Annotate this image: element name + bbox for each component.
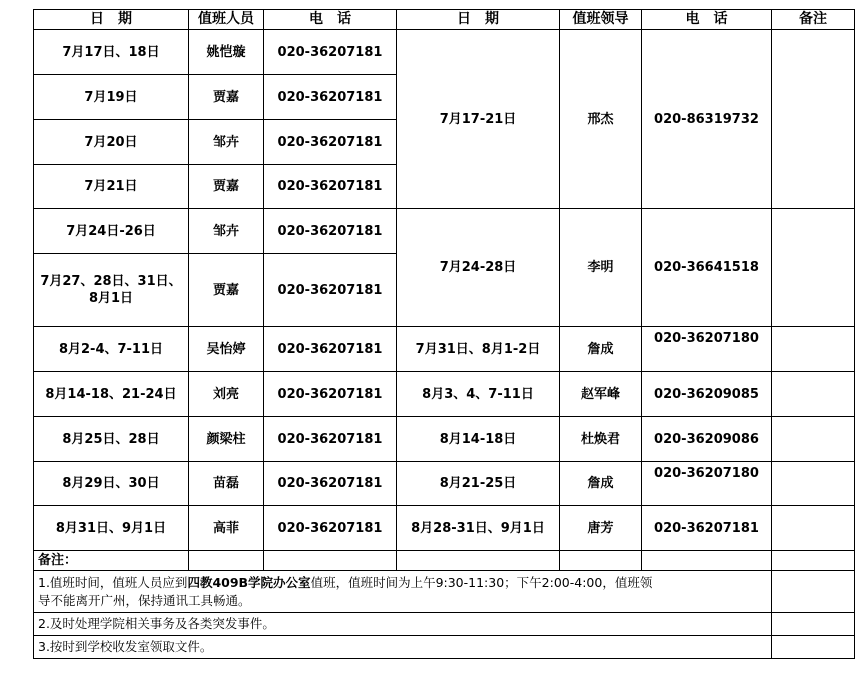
table-row	[34, 372, 855, 417]
leader-date: 8月3、4、7-11日	[397, 372, 560, 417]
leader-name: 邢杰	[560, 30, 642, 209]
empty-cell	[560, 551, 642, 571]
staff-date: 7月21日	[34, 165, 189, 209]
table-row	[34, 417, 855, 462]
leader-date: 8月14-18日	[397, 417, 560, 462]
leader-name: 杜焕君	[560, 417, 642, 462]
notes-heading: 备注：	[34, 551, 189, 571]
empty-cell	[189, 551, 264, 571]
staff-phone: 020-36207181	[264, 30, 397, 75]
staff-phone: 020-36207181	[264, 120, 397, 165]
staff-phone: 020-36207181	[264, 372, 397, 417]
staff-name: 邹卉	[189, 209, 264, 254]
empty-cell	[264, 551, 397, 571]
staff-date-line-2: 8月1日	[88, 291, 134, 306]
leader-name: 唐芳	[560, 506, 642, 551]
table-row	[34, 30, 855, 75]
note-item-1-part-c: 导不能离开广州，保持通讯工具畅通。	[38, 592, 251, 608]
staff-date	[34, 254, 189, 327]
staff-name: 刘亮	[189, 372, 264, 417]
leader-name: 詹成	[560, 462, 642, 506]
note-row	[34, 571, 855, 613]
staff-name: 贾嘉	[189, 165, 264, 209]
leader-name: 李明	[560, 209, 642, 327]
staff-name: 吴怡婷	[189, 327, 264, 372]
leader-phone: 020-36207181	[642, 506, 772, 551]
staff-name: 贾嘉	[189, 75, 264, 120]
staff-phone: 020-36207181	[264, 506, 397, 551]
staff-date: 7月24日-26日	[34, 209, 189, 254]
empty-cell	[772, 571, 855, 613]
staff-date: 8月25日、28日	[34, 417, 189, 462]
leader-date: 8月21-25日	[397, 462, 560, 506]
remarks-cell	[772, 209, 855, 327]
staff-phone: 020-36207181	[264, 165, 397, 209]
leader-phone: 020-36207180	[642, 327, 772, 372]
leader-date: 7月31日、8月1-2日	[397, 327, 560, 372]
staff-date: 7月20日	[34, 120, 189, 165]
header-remarks: 备注	[772, 10, 855, 30]
leader-name: 赵军峰	[560, 372, 642, 417]
table-row	[34, 327, 855, 372]
table-row	[34, 209, 855, 254]
note-item-2: 2.及时处理学院相关事务及各类突发事件。	[34, 613, 772, 636]
staff-phone: 020-36207181	[264, 254, 397, 327]
leader-phone: 020-36207180	[642, 462, 772, 506]
note-item-3: 3.按时到学校收发室领取文件。	[34, 636, 772, 659]
note-item-1	[34, 571, 772, 613]
header-row	[34, 10, 855, 30]
staff-date: 8月31日、9月1日	[34, 506, 189, 551]
staff-phone: 020-36207181	[264, 75, 397, 120]
leader-phone: 020-36209085	[642, 372, 772, 417]
empty-cell	[397, 551, 560, 571]
leader-phone: 020-36209086	[642, 417, 772, 462]
note-row	[34, 636, 855, 659]
staff-phone: 020-36207181	[264, 209, 397, 254]
staff-phone: 020-36207181	[264, 417, 397, 462]
staff-name: 颜梁柱	[189, 417, 264, 462]
empty-cell	[642, 551, 772, 571]
table-row	[34, 462, 855, 506]
header-phone-2: 电 话	[642, 10, 772, 30]
note-item-1-part-a: 1.值班时间，值班人员应到	[38, 574, 188, 590]
remarks-cell	[772, 417, 855, 462]
leader-phone: 020-86319732	[642, 30, 772, 209]
staff-date: 8月2-4、7-11日	[34, 327, 189, 372]
leader-date: 7月17-21日	[397, 30, 560, 209]
staff-name: 苗磊	[189, 462, 264, 506]
leader-date: 7月24-28日	[397, 209, 560, 327]
staff-date: 7月17日、18日	[34, 30, 189, 75]
leader-name: 詹成	[560, 327, 642, 372]
remarks-cell	[772, 462, 855, 506]
staff-phone: 020-36207181	[264, 462, 397, 506]
note-item-1-location: 四教409B学院办公室	[187, 574, 311, 590]
notes-heading-row	[34, 551, 855, 571]
note-row	[34, 613, 855, 636]
remarks-cell	[772, 372, 855, 417]
staff-name: 贾嘉	[189, 254, 264, 327]
staff-date: 8月14-18、21-24日	[34, 372, 189, 417]
staff-phone: 020-36207181	[264, 327, 397, 372]
header-date: 日 期	[34, 10, 189, 30]
header-phone: 电 话	[264, 10, 397, 30]
table-row	[34, 506, 855, 551]
duty-schedule-table	[33, 9, 855, 659]
remarks-cell	[772, 30, 855, 209]
header-duty-leader: 值班领导	[560, 10, 642, 30]
empty-cell	[772, 613, 855, 636]
header-date-2: 日 期	[397, 10, 560, 30]
remarks-cell	[772, 506, 855, 551]
note-item-1-part-b: 值班，值班时间为上午9:30-11:30；下午2:00-4:00，值班领	[310, 574, 653, 590]
staff-date: 7月19日	[34, 75, 189, 120]
staff-name: 姚恺璇	[189, 30, 264, 75]
remarks-cell	[772, 327, 855, 372]
staff-name: 高菲	[189, 506, 264, 551]
staff-date: 8月29日、30日	[34, 462, 189, 506]
leader-phone: 020-36641518	[642, 209, 772, 327]
header-duty-staff: 值班人员	[189, 10, 264, 30]
staff-date-line-1: 7月27、28日、31日、	[40, 274, 182, 289]
empty-cell	[772, 551, 855, 571]
empty-cell	[772, 636, 855, 659]
leader-date: 8月28-31日、9月1日	[397, 506, 560, 551]
staff-name: 邹卉	[189, 120, 264, 165]
